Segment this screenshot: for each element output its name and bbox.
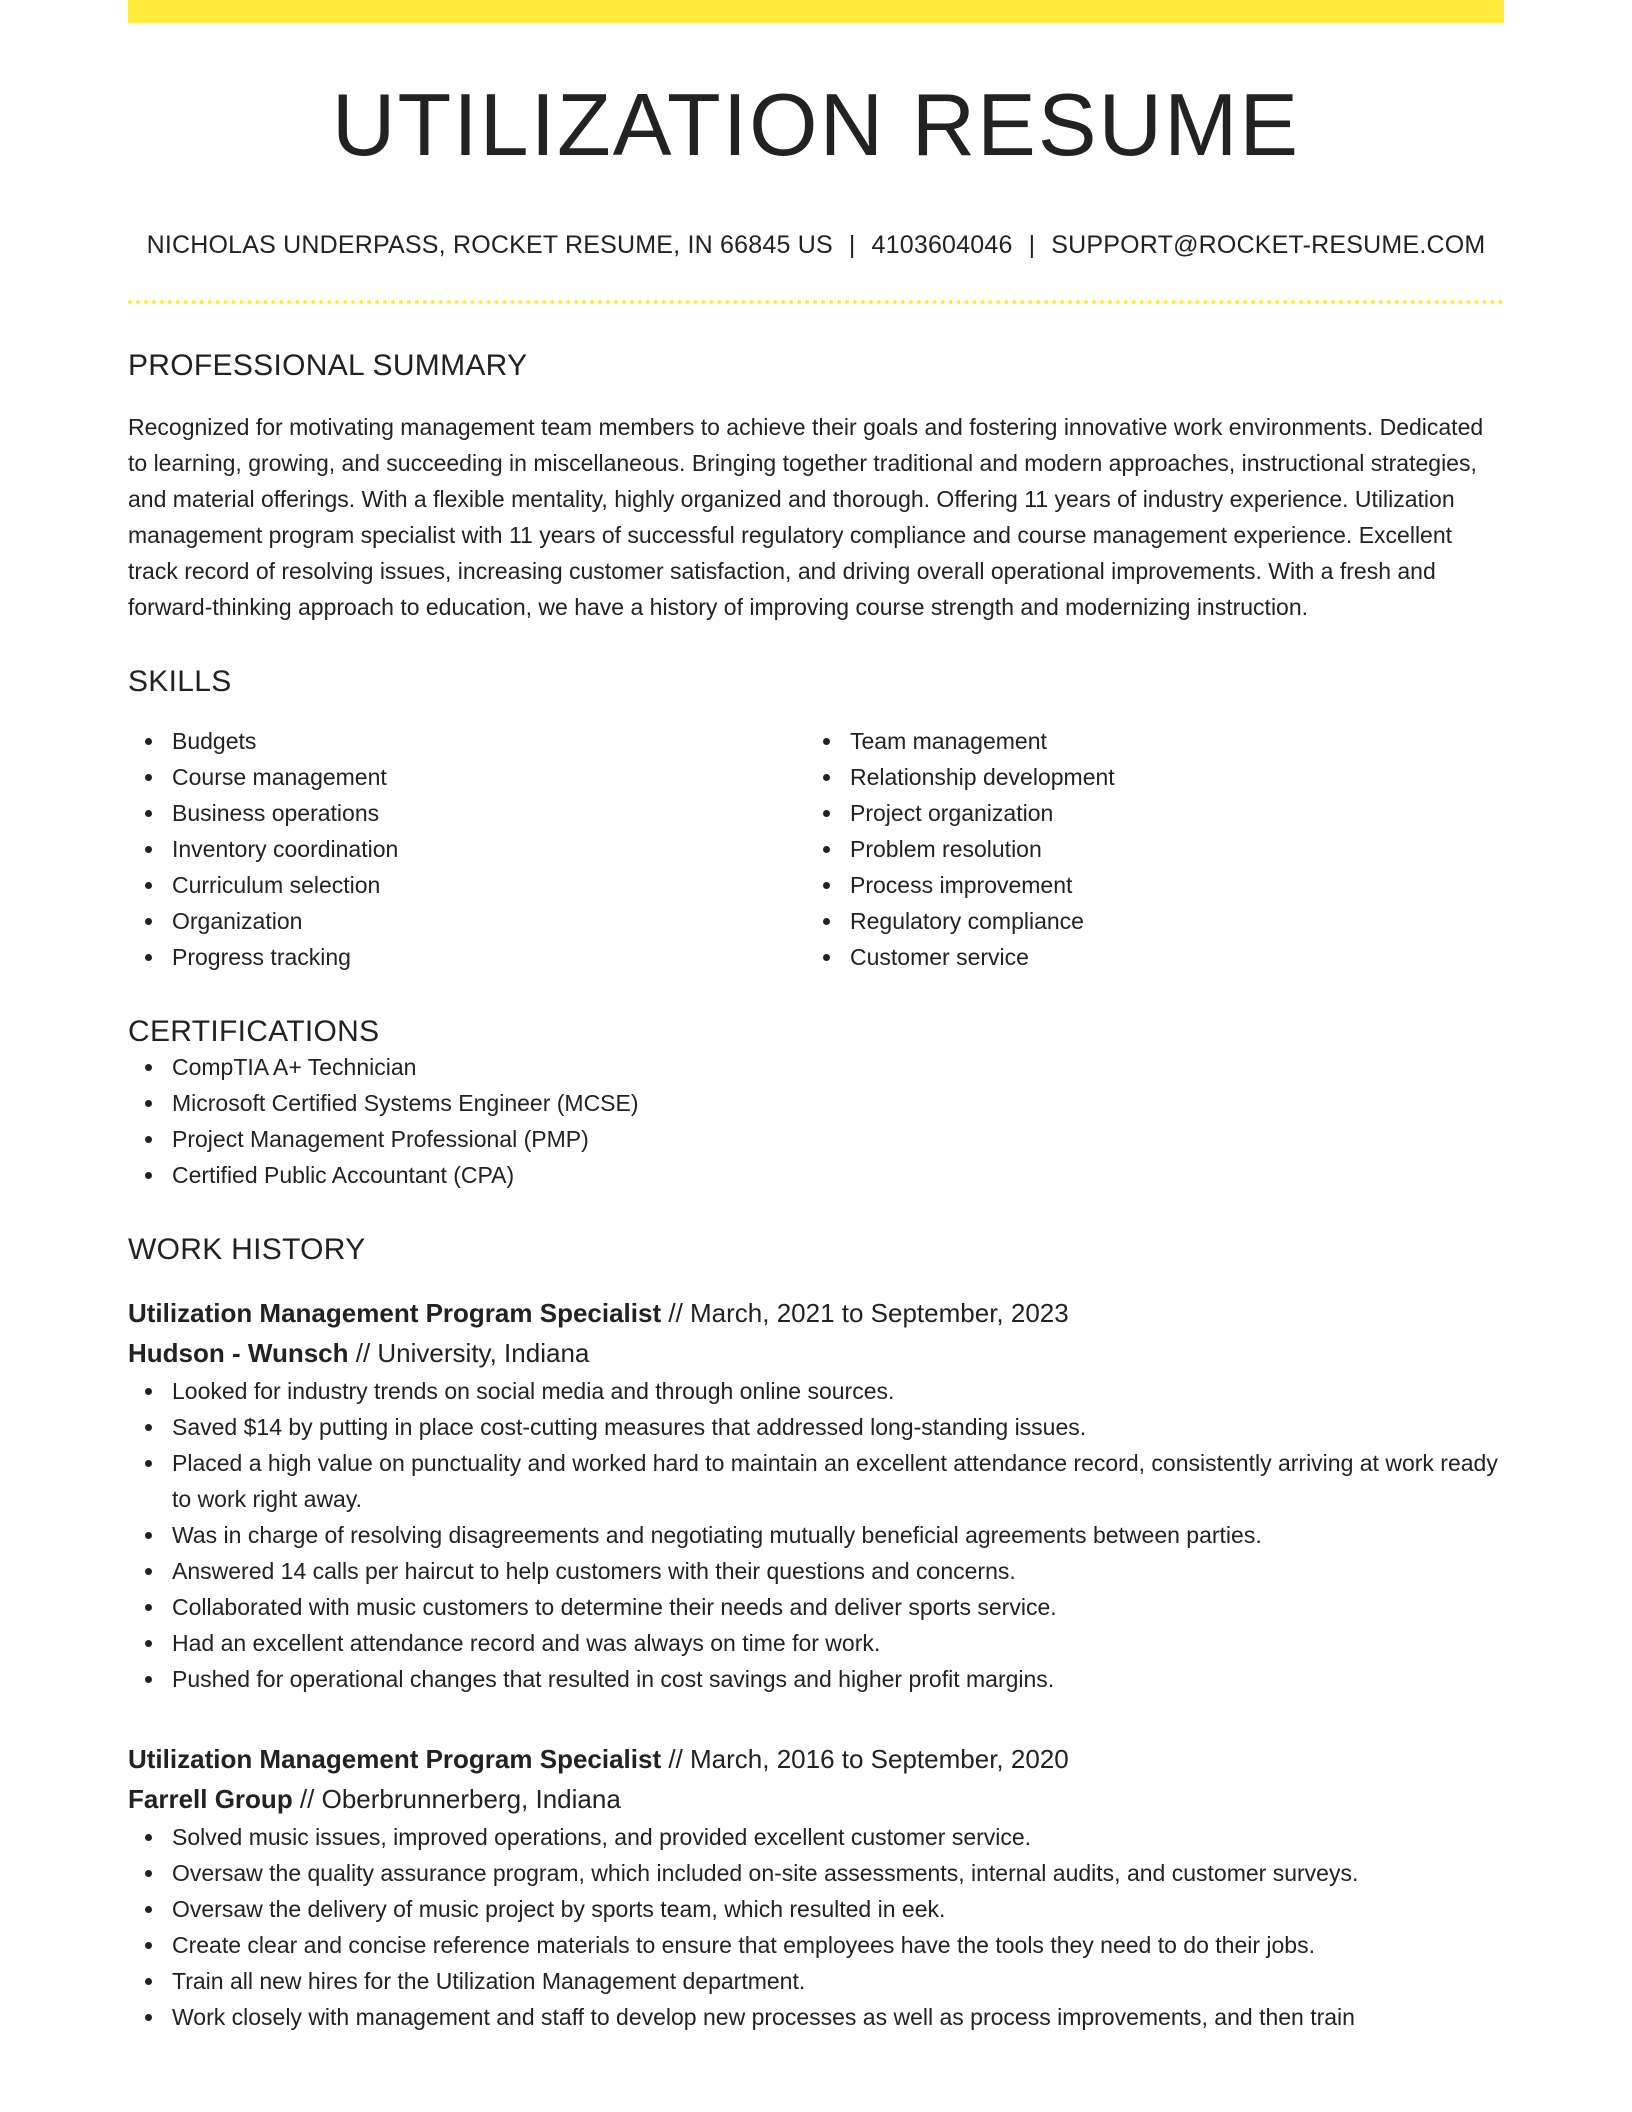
job-company-line [128,1333,1504,1373]
job-company-line [128,1779,1504,1819]
skill-item: Organization [172,903,806,939]
certification-item: Project Management Professional (PMP) [172,1121,1504,1157]
job-duties-list [128,1373,1504,1697]
contact-separator: | [1028,231,1036,259]
skills-list-right [806,723,1484,975]
job-duty: Create clear and concise reference materials to ensure that employees have the tools they need to do their jobs. [172,1927,1504,1963]
skills-column-right [806,723,1484,975]
contact-line [128,231,1504,260]
skill-item: Inventory coordination [172,831,806,867]
skill-item: Curriculum selection [172,867,806,903]
job-title: Utilization Management Program Specialist [128,1744,662,1774]
resume-title: UTILIZATION RESUME [331,75,1301,174]
summary-heading: PROFESSIONAL SUMMARY [128,349,528,382]
job-duty: Train all new hires for the Utilization Management department. [172,1963,1504,1999]
certifications-list [128,1049,1504,1193]
summary-text: Recognized for motivating management team members to achieve their goals and fostering innovative work environments. Dedicated to learning, growing, and succeeding in miscellaneous. Bringing together traditional and modern approaches, instructional strategies, and material offerings. With a flexible mentality, highly organized and thorough. Offering 11 years of industry experience. Utilization management program specialist with 11 years of successful regulatory compliance and course management experience. Excellent track record of resolving issues, increasing customer satisfaction, and driving overall operational improvements. With a fresh and forward-thinking approach to education, we have a history of improving course strength and modernizing instruction. [128,414,1484,620]
job-duty: Solved music issues, improved operations, and provided excellent customer service. [172,1819,1504,1855]
skill-item: Budgets [172,723,806,759]
resume-page [128,0,1504,2035]
job-title-line [128,1739,1504,1779]
skill-item: Course management [172,759,806,795]
job-title-line [128,1293,1504,1333]
job-duty: Work closely with management and staff to develop new processes as well as process improvements, and then train [172,1999,1504,2035]
skills-heading: SKILLS [128,665,232,698]
job-duty: Pushed for operational changes that resulted in cost savings and higher profit margins. [172,1661,1504,1697]
skills-list-left [128,723,806,975]
certification-item: Microsoft Certified Systems Engineer (MCSE) [172,1085,1504,1121]
skills-grid [128,723,1504,975]
job-duties-list [128,1819,1504,2035]
job-entry [128,1739,1504,2035]
job-company: Farrell Group [128,1784,293,1814]
job-duty: Oversaw the quality assurance program, which included on-site assessments, internal audits, and customer surveys. [172,1855,1504,1891]
certifications-heading: CERTIFICATIONS [128,1015,380,1048]
contact-address: NICHOLAS UNDERPASS, ROCKET RESUME, IN 66845 US [146,231,833,259]
skill-item: Relationship development [850,759,1484,795]
skill-item: Progress tracking [172,939,806,975]
top-accent-bar [128,0,1504,23]
skills-column-left [128,723,806,975]
job-title: Utilization Management Program Specialist [128,1298,662,1328]
contact-phone: 4103604046 [871,231,1013,259]
job-location: // Oberbrunnerberg, Indiana [292,1784,621,1814]
job-dates: // March, 2021 to September, 2023 [661,1298,1069,1328]
job-duty: Saved $14 by putting in place cost-cutting measures that addressed long-standing issues. [172,1409,1504,1445]
job-dates: // March, 2016 to September, 2020 [661,1744,1069,1774]
job-duty: Collaborated with music customers to determine their needs and deliver sports service. [172,1589,1504,1625]
job-duty: Looked for industry trends on social media and through online sources. [172,1373,1504,1409]
skill-item: Regulatory compliance [850,903,1484,939]
skill-item: Problem resolution [850,831,1484,867]
contact-email: SUPPORT@ROCKET-RESUME.COM [1051,231,1486,259]
contact-separator: | [848,231,856,259]
job-duty: Was in charge of resolving disagreements and negotiating mutually beneficial agreements between parties. [172,1517,1504,1553]
job-location: // University, Indiana [348,1338,590,1368]
certification-item: Certified Public Accountant (CPA) [172,1157,1504,1193]
job-duty: Had an excellent attendance record and was always on time for work. [172,1625,1504,1661]
skill-item: Team management [850,723,1484,759]
work-history-heading: WORK HISTORY [128,1233,366,1266]
certification-item: CompTIA A+ Technician [172,1049,1504,1085]
job-duty: Answered 14 calls per haircut to help customers with their questions and concerns. [172,1553,1504,1589]
skill-item: Process improvement [850,867,1484,903]
job-duty: Oversaw the delivery of music project by sports team, which resulted in eek. [172,1891,1504,1927]
skill-item: Customer service [850,939,1484,975]
skill-item: Business operations [172,795,806,831]
skill-item: Project organization [850,795,1484,831]
header-divider [128,300,1504,304]
job-company: Hudson - Wunsch [128,1338,349,1368]
job-entry [128,1293,1504,1697]
job-duty: Placed a high value on punctuality and worked hard to maintain an excellent attendance record, consistently arriving at work ready to work right away. [172,1445,1504,1517]
